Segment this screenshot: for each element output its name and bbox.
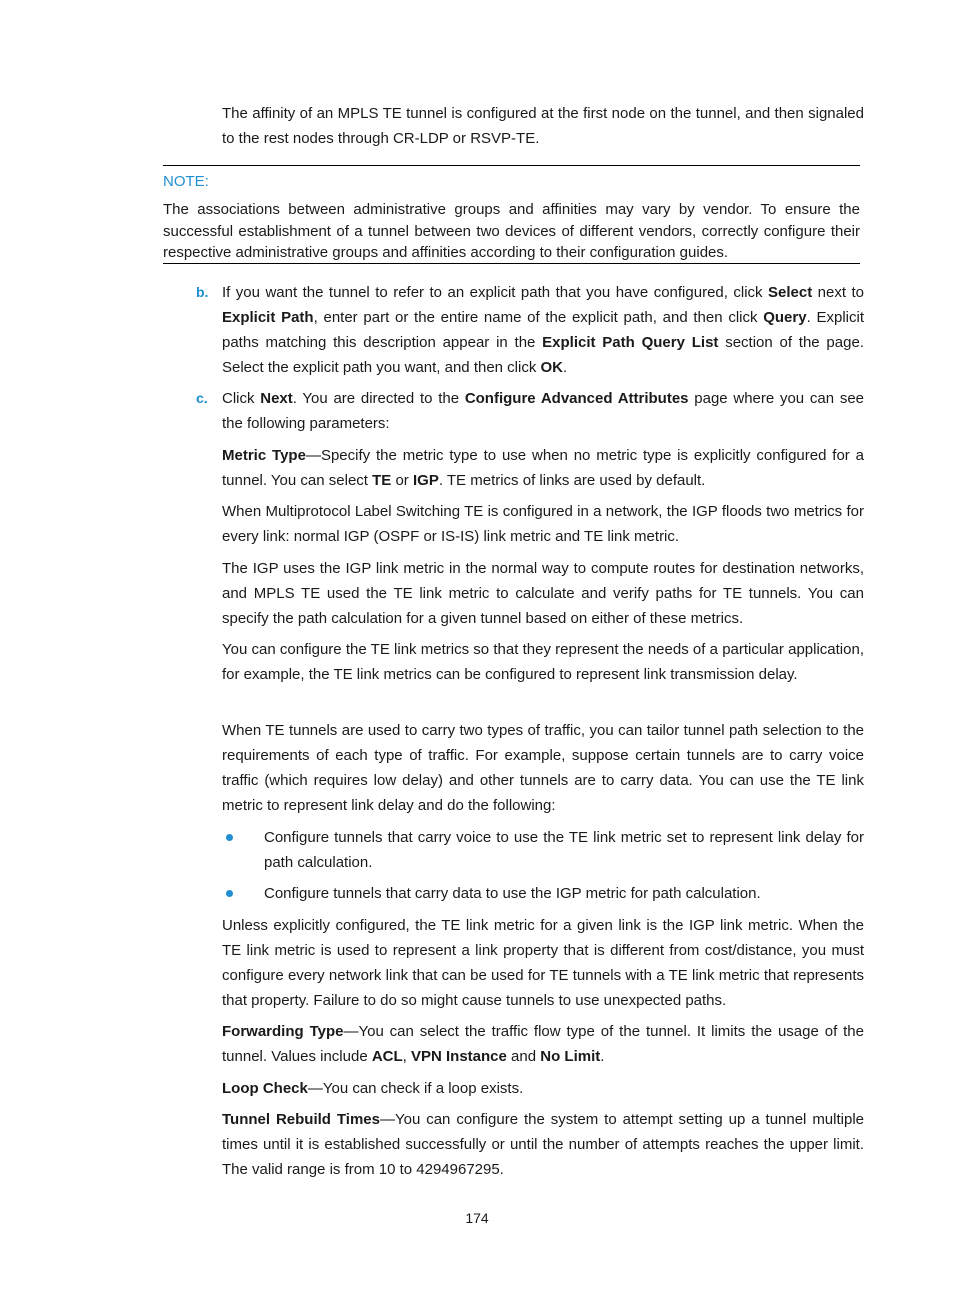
select-button-ref: Select	[768, 284, 813, 301]
loop-check-paragraph: Loop Check—You can check if a loop exists.	[222, 1080, 524, 1097]
step-c-paragraph: Click Next. You are directed to the Configure Advanced Attributes page where you can see the following parameters:	[222, 390, 864, 432]
intro-paragraph: The affinity of an MPLS TE tunnel is configured at the first node on the tunnel, and then signaled to the rest nodes through CR-LDP or RSVP-TE.	[222, 105, 864, 147]
ok-button-ref: OK	[540, 359, 564, 376]
bullet-item: Configure tunnels that carry data to use the IGP metric for path calculation.	[264, 885, 761, 902]
rebuild-paragraph: Tunnel Rebuild Times—You can configure the system to attempt setting up a tunnel multiple times until it is established successfully or until the number of attempts reaches the upper limit. The valid range is from 10 to 4294967295.	[222, 1111, 865, 1178]
vpn-instance-option: VPN Instance	[411, 1048, 507, 1065]
explicit-path-ref: Explicit Path	[222, 309, 314, 326]
note-bottom-rule	[163, 263, 860, 264]
rebuild-term: Tunnel Rebuild Times	[222, 1111, 380, 1128]
mpls-paragraph: When Multiprotocol Label Switching TE is configured in a network, the IGP floods two metrics for every link: normal IGP (OSPF or IS-IS) link metric and TE link metric.	[222, 503, 864, 545]
query-button-ref: Query	[763, 309, 807, 326]
note-text: The associations between administrative groups and affinities may vary by vendor. To ensure the successful establishment of a tunnel between two devices of different vendors, correctly configure their respective administrative groups and affinities according to their configuration guides.	[163, 201, 860, 261]
bullet-icon	[226, 890, 233, 897]
step-b-paragraph: If you want the tunnel to refer to an explicit path that you have configured, click Select next to Explicit Path, enter part or the entire name of the explicit path, and then click Query. Explicit paths matching this description appear in the Explicit Path Query List section of the page. Select the explicit path you want, and then click OK.	[222, 284, 865, 376]
metric-type-paragraph: Metric Type—Specify the metric type to use when no metric type is explicitly configured for a tunnel. You can select TE or IGP. TE metrics of links are used by default.	[222, 447, 864, 489]
forwarding-type-paragraph: Forwarding Type—You can select the traffic flow type of the tunnel. It limits the usage of the tunnel. Values include ACL, VPN Instance and No Limit.	[222, 1023, 864, 1065]
note-label: NOTE:	[163, 173, 209, 190]
acl-option: ACL	[371, 1048, 403, 1065]
query-list-ref: Explicit Path Query List	[542, 334, 719, 351]
page-number: 174	[465, 1210, 489, 1226]
bullet-icon	[226, 834, 233, 841]
no-limit-option: No Limit	[540, 1048, 601, 1065]
note-top-rule	[163, 165, 860, 166]
loop-check-term: Loop Check	[222, 1080, 308, 1097]
igp-option: IGP	[412, 472, 439, 489]
configure-paragraph: You can configure the TE link metrics so that they represent the needs of a particular application, for example, the TE link metrics can be configured to represent link transmission delay.	[222, 641, 864, 683]
unless-paragraph: Unless explicitly configured, the TE link metric for a given link is the IGP link metric. When the TE link metric is used to represent a link property that is different from cost/distance, you must configure every network link that can be used for TE tunnels with a TE link metric that represents that property. Failure to do so might cause tunnels to use unexpected paths.	[222, 917, 864, 1009]
te-option: TE	[372, 472, 392, 489]
forwarding-type-term: Forwarding Type	[222, 1023, 344, 1040]
igp-paragraph: The IGP uses the IGP link metric in the normal way to compute routes for destination networks, and MPLS TE used the TE link metric to calculate and verify paths for TE tunnels. You can specify the path calculation for a given tunnel based on either of these metrics.	[222, 560, 864, 627]
metric-type-term: Metric Type	[222, 447, 306, 464]
advanced-attributes-ref: Configure Advanced Attributes	[464, 390, 689, 407]
step-c-marker: c.	[196, 390, 208, 406]
next-button-ref: Next	[260, 390, 293, 407]
tunnels-paragraph: When TE tunnels are used to carry two types of traffic, you can tailor tunnel path selection to the requirements of each type of traffic. For example, suppose certain tunnels are to carry voice traffic (which requires low delay) and other tunnels are to carry data. You can use the TE link metric to represent link delay and do the following:	[222, 722, 864, 814]
bullet-item: Configure tunnels that carry voice to use the TE link metric set to represent link delay for path calculation.	[264, 829, 864, 871]
step-b-marker: b.	[196, 284, 209, 300]
